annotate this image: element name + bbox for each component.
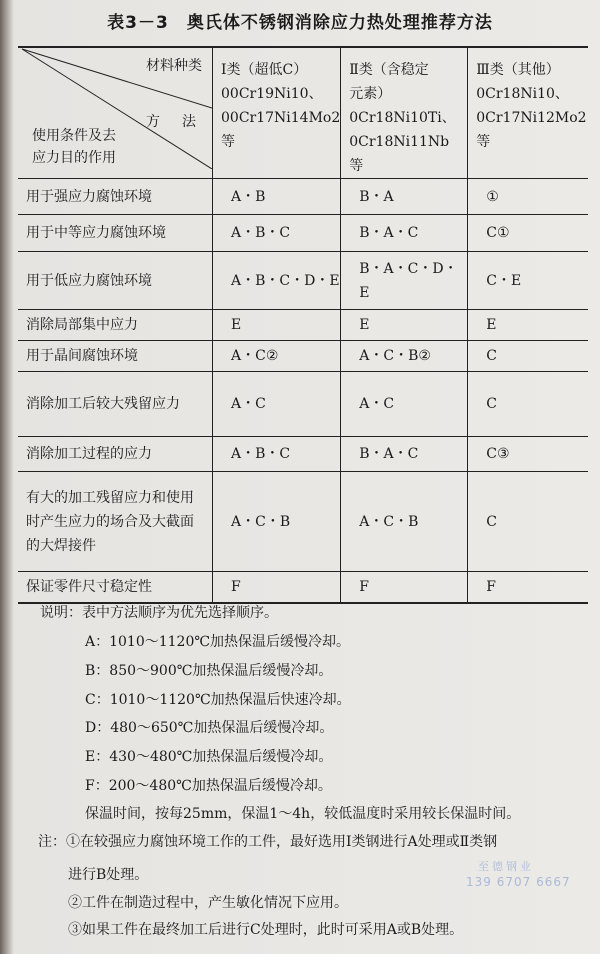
method-d: D：480～650℃加热保温后缓慢冷却。	[85, 720, 334, 736]
footnote-1b: 进行B处理。	[68, 867, 149, 883]
method-cell: A・C・B②	[341, 341, 468, 372]
method-cell: C③	[468, 437, 589, 472]
table-row	[18, 437, 588, 472]
watermark-phone: 139 6707 6667	[466, 875, 571, 889]
method-cell: F	[213, 572, 341, 603]
method-b: B：850～900℃加热保温后缓慢冷却。	[85, 663, 333, 679]
table-title: 表3－3 奥氏体不锈钢消除应力热处理推荐方法	[107, 13, 493, 33]
holding-time-note: 保温时间，按每25mm，保温1～4h，较低温度时采用较长保温时间。	[85, 806, 521, 822]
method-cell: B・A・C	[341, 437, 468, 472]
corner-use-2: 应力目的作用	[32, 150, 116, 166]
condition-cell: 消除加工后较大残留应力	[18, 372, 213, 437]
table-row	[18, 472, 588, 572]
method-e: E：430～480℃加热保温后缓慢冷却。	[85, 749, 333, 765]
method-cell: E	[213, 310, 341, 341]
condition-cell: 用于强应力腐蚀环境	[18, 179, 213, 215]
method-cell: F	[468, 572, 589, 603]
corner-use-1: 使用条件及去	[32, 128, 116, 144]
table-row	[18, 372, 588, 437]
method-cell: A・B・C	[213, 215, 341, 252]
method-cell: ①	[468, 179, 589, 215]
method-cell: A・C	[213, 372, 341, 437]
explain-note: 说明：表中方法顺序为优先选择顺序。	[40, 605, 278, 621]
method-a: A：1010～1120℃加热保温后缓慢冷却。	[85, 634, 351, 650]
method-cell: C	[468, 372, 589, 437]
method-cell: A・B	[213, 179, 341, 215]
footnote-3: ③如果工件在最终加工后进行C处理时，此时可采用A或B处理。	[68, 922, 464, 938]
method-cell: C①	[468, 215, 589, 252]
corner-material: 材料种类	[146, 58, 202, 74]
method-cell: E	[341, 310, 468, 341]
column-header-class2: Ⅱ类（含稳定 元素） 0Cr18Ni10Ti、 0Cr18Ni11Nb 等	[341, 47, 468, 179]
method-cell: A・C・B	[341, 472, 468, 572]
method-cell: A・B・C	[213, 437, 341, 472]
table-header-row	[18, 47, 588, 179]
diagonal-header-cell	[18, 47, 213, 179]
notes-section	[0, 600, 600, 954]
condition-cell: 保证零件尺寸稳定性	[18, 572, 213, 603]
footnote-1a: 注：①在较强应力腐蚀环境工作的工件，最好选用Ⅰ类钢进行A处理或Ⅱ类钢	[38, 834, 498, 850]
method-cell: B・A・C	[341, 215, 468, 252]
method-cell: A・C	[341, 372, 468, 437]
table-row	[18, 179, 588, 215]
column-header-class3: Ⅲ类（其他） 0Cr18Ni10、 0Cr17Ni12Mo2 等	[468, 47, 589, 179]
condition-cell: 消除加工过程的应力	[18, 437, 213, 472]
method-cell: F	[341, 572, 468, 603]
footnote-2: ②工件在制造过程中，产生敏化情况下应用。	[68, 895, 348, 911]
corner-method: 方 法	[146, 114, 200, 130]
method-cell: C	[468, 341, 589, 372]
condition-cell: 用于晶间腐蚀环境	[18, 341, 213, 372]
condition-cell: 消除局部集中应力	[18, 310, 213, 341]
method-f: F：200～480℃加热保温后缓慢冷却。	[85, 778, 332, 794]
table-row	[18, 252, 588, 310]
watermark-name: 至德钢业	[478, 860, 534, 873]
method-cell: E	[468, 310, 589, 341]
condition-cell: 有大的加工残留应力和使用时产生应力的场合及大截面的大焊接件	[18, 472, 213, 572]
method-cell: C・E	[468, 252, 589, 310]
method-cell: A・C②	[213, 341, 341, 372]
method-cell: A・C・B	[213, 472, 341, 572]
method-cell: B・A・C・D・E	[341, 252, 468, 310]
method-cell: C	[468, 472, 589, 572]
heat-treatment-table	[18, 46, 588, 604]
table-row	[18, 310, 588, 341]
condition-cell: 用于低应力腐蚀环境	[18, 252, 213, 310]
method-cell: A・B・C・D・E	[213, 252, 341, 310]
table-row	[18, 572, 588, 603]
method-c: C：1010～1120℃加热保温后快速冷却。	[85, 692, 351, 708]
table-row	[18, 341, 588, 372]
column-header-class1: Ⅰ类（超低C） 00Cr19Ni10、 00Cr17Ni14Mo2 等	[213, 47, 341, 179]
method-cell: B・A	[341, 179, 468, 215]
table-row	[18, 215, 588, 252]
condition-cell: 用于中等应力腐蚀环境	[18, 215, 213, 252]
